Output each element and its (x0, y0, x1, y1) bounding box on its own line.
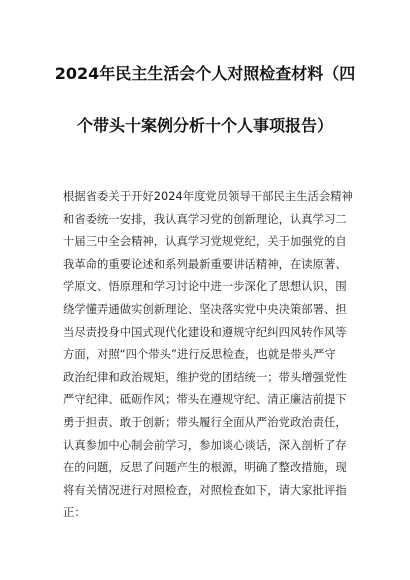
body-line: 将有关情况进行对照检查，对照检查如下，请大家批评指 (63, 483, 347, 497)
body-line: 认真参加中心制会前学习，参加谈心谈话，深入剖析了存 (63, 438, 347, 452)
body-line: 和省委统一安排，我认真学习党的创新理论，认真学习二 (63, 212, 347, 226)
body-line: 勇于担责、敢于创新；带头履行全面从严治党政治责任， (63, 415, 347, 429)
body-line: 十届三中全会精神，认真学习党规党纪，关于加强党的自 (63, 235, 347, 249)
body-line: 严守纪律、砥砺作风；带头在遵规守纪、清正廉洁前提下 (63, 393, 347, 407)
body-line: 政治纪律和政治规矩，维护党的团结统一；带头增强党性 (63, 370, 347, 384)
body-line: 学原文、悟原理和学习讨论中进一步深化了思想认识，围 (63, 280, 347, 294)
body-line: 绕学懂弄通做实创新理论、坚决落实党中央决策部署、担 (63, 302, 347, 316)
document-title-line-2: 个带头十案例分析十个人事项报告） (76, 116, 333, 135)
document-body (63, 186, 363, 525)
body-line: 在的问题，反思了问题产生的根源，明确了整改措施，现 (63, 461, 347, 475)
body-line: 根据省委关于开好2024年度党员领导干部民主生活会精神 (63, 190, 353, 203)
body-line: 我革命的重要论述和系列最新重要讲话精神，在读原著、 (63, 257, 347, 271)
body-line: 方面，对照“四个带头”进行反思检查，也就是带头严守 (63, 348, 336, 362)
document-title-line-1: 2024年民主生活会个人对照检查材料（四 (54, 64, 356, 83)
body-line: 正： (63, 506, 86, 520)
body-line: 当尽责投身中国式现代化建设和遵规守纪纠四风转作风等 (63, 325, 347, 339)
